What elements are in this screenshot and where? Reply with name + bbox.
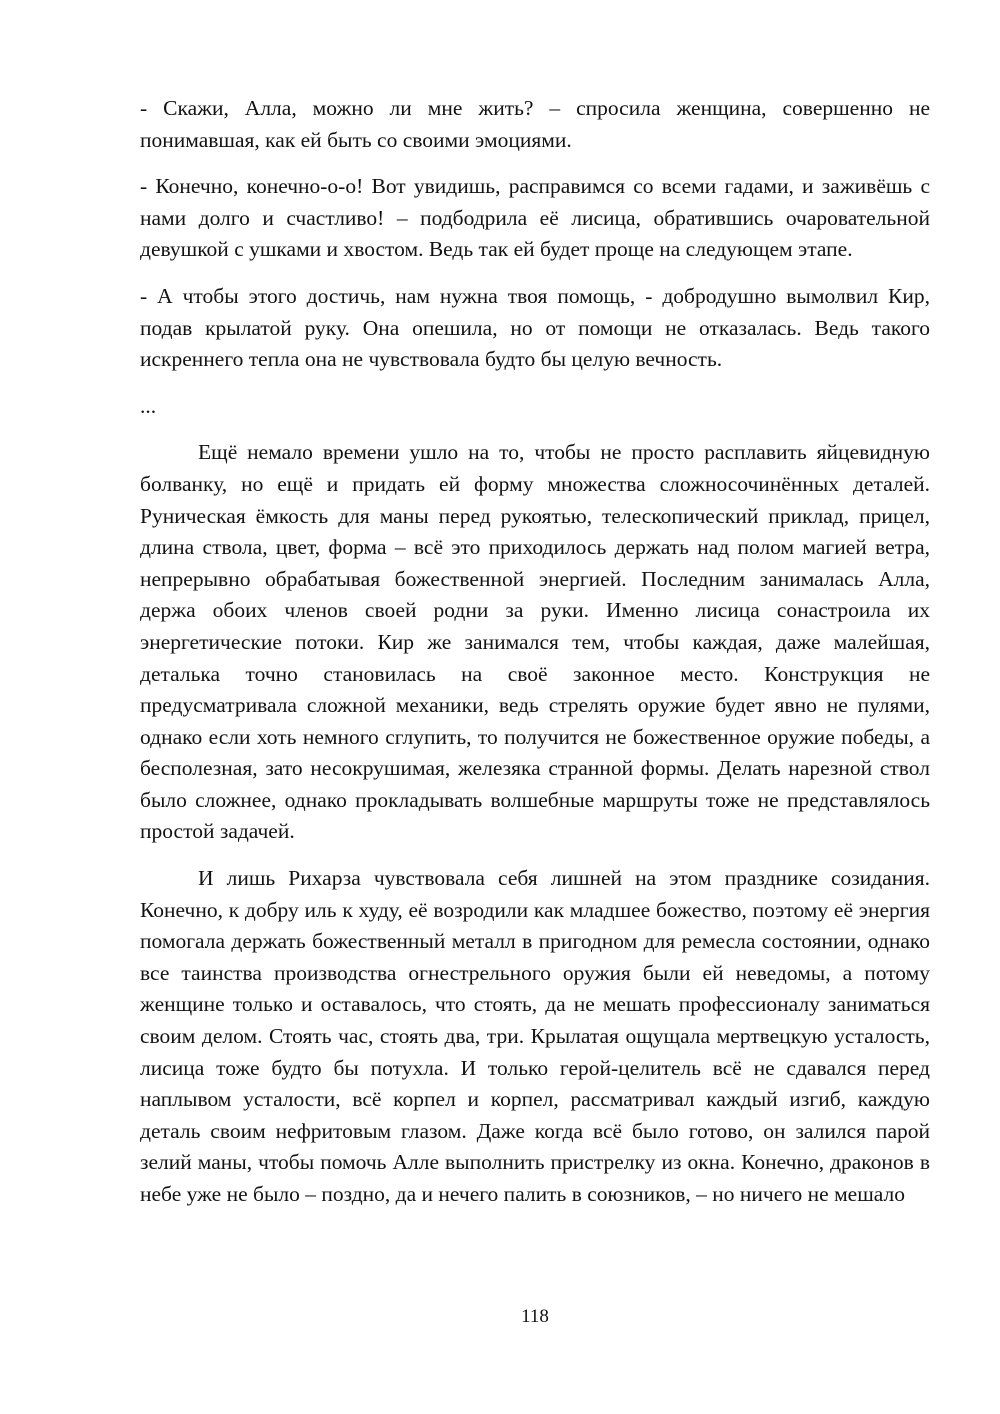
paragraph-dialogue-1: - Скажи, Алла, можно ли мне жить? – спросила женщина, совершенно не понимавшая, как ей быть со своими эмоциями. <box>140 96 930 152</box>
paragraph-dialogue-3: - А чтобы этого достичь, нам нужна твоя помощь, - добродушно вымолвил Кир, подав крылатой руку. Она опешила, но от помощи не отказалась. Ведь такого искреннего тепла она не чувствовала будто бы целую вечность. <box>140 283 930 372</box>
paragraph-narrative-2: И лишь Рихарза чувствовала себя лишней на этом празднике созидания. Конечно, к добру иль к худу, её возродили как младшее божество, поэтому её энергия помогала держать божественный металл в пригодном для ремесла состоянии, однако все таинства производства огнестрельного оружия были ей неведомы, а потому женщине только и оставалось, что стоять, да не мешать профессионалу заниматься своим делом. Стоять час, стоять два, три. Крылатая ощущала мертвецкую усталость, лисица тоже будто бы потухла. И только герой-целитель всё не сдавался перед наплывом усталости, всё корпел и корпел, рассматривал каждый изгиб, каждую деталь своим нефритовым глазом. Даже когда всё было готово, он залился парой зелий маны, чтобы помочь Алле выполнить пристрелку из окна. Конечно, драконов в небе уже не было – поздно, да и нечего палить в союзников, – но ничего не мешало <box>140 866 930 1206</box>
page-number: 118 <box>521 1306 549 1327</box>
paragraph-narrative-1: Ещё немало времени ушло на то, чтобы не просто расплавить яйцевидную болванку, но ещё и придать ей форму множества сложносочинённых деталей. Руническая ёмкость для маны перед рукоятью, телескопический приклад, прицел, длина ствола, цвет, форма – всё это приходилось держать над полом магией ветра, непрерывно обрабатывая божественной энергией. Последним занималась Алла, держа обоих членов своей родни за руки. Именно лисица сонастроила их энергетические потоки. Кир же занимался тем, чтобы каждая, даже малейшая, деталька точно становилась на своё законное место. Конструкция не предусматривала сложной механики, ведь стрелять оружие будет явно не пулями, однако если хоть немного сглупить, то получится не божественное оружие победы, а бесполезная, зато несокрушимая, железяка странной формы. Делать нарезной ствол было сложнее, однако прокладывать волшебные маршруты тоже не представлялось простой задачей. <box>140 440 930 844</box>
text-content <box>140 93 930 1226</box>
paragraph-dialogue-2: - Конечно, конечно-о-о! Вот увидишь, расправимся со всеми гадами, и заживёшь с нами долго и счастливо! – подбодрила её лисица, обратившись очаровательной девушкой с ушками и хвостом. Ведь так ей будет проще на следующем этапе. <box>140 174 930 262</box>
paragraph-separator-ellipsis: ... <box>140 393 157 418</box>
